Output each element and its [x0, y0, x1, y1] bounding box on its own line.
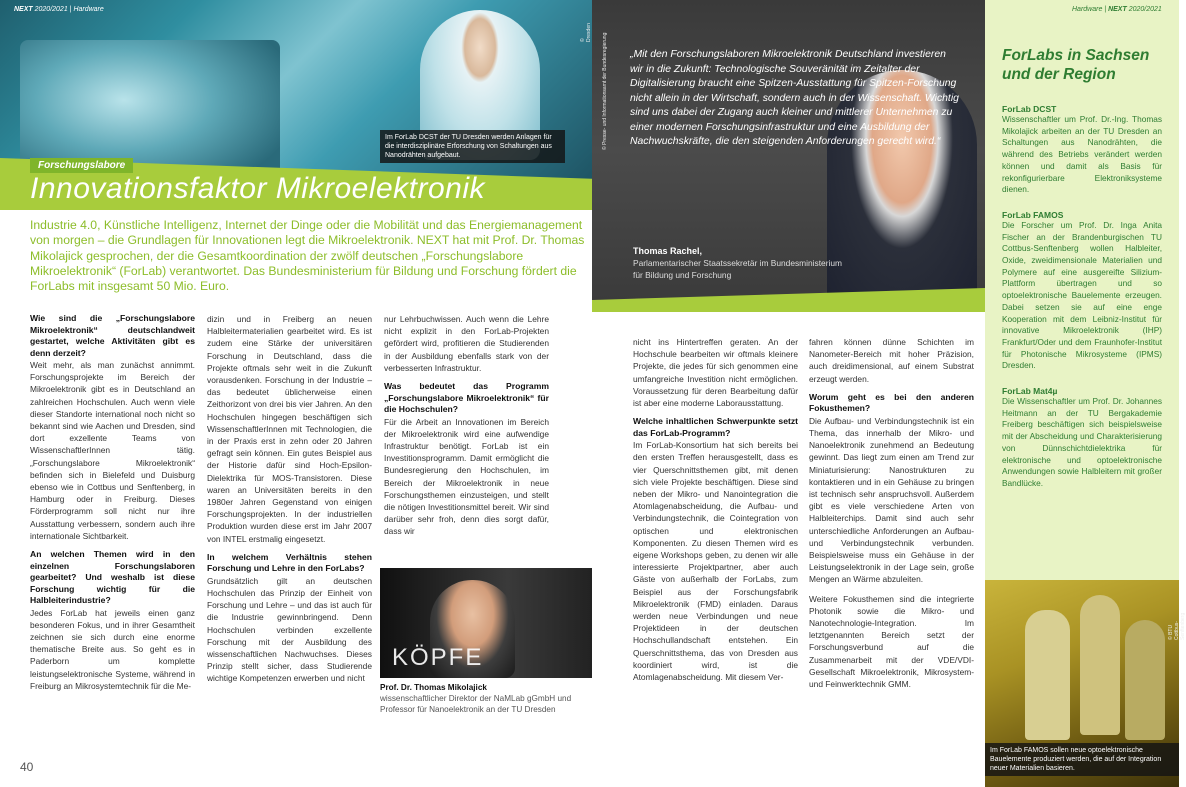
photo-credit-rachel: © Presse- und Informationsamt der Bundesregierung	[602, 32, 608, 150]
header-brand: NEXT	[14, 6, 33, 13]
question-5: Welche inhaltlichen Schwerpunkte setzt das ForLab-Programm?	[633, 416, 798, 438]
sidebar-text-famos: Die Forscher um Prof. Dr. Inga Anita Fischer an der Brandenburgischen TU Cottbus-Senftenberg wollen Halbleiter, Oxide, zweidimensionale Materialien und Polymere auf eine ausgereifte Silizium-Plattform übertragen und so optoelektronische Bauelemente erzeugen. Dabei setzen sie auf eine enge Kooperation mit dem Leibniz-Institut für innovative Mikroelektronik (IHP) Frankfurt/Oder und dem Fraunhofer-Institut für Photonische Mikrosysteme (IPMS) Dresden.	[1002, 219, 1162, 371]
sidebar	[1002, 46, 1162, 490]
portrait-name: Prof. Dr. Thomas Mikolajick	[380, 683, 487, 692]
sidebar-heading-famos: ForLab FAMOS	[1002, 209, 1064, 220]
header-section: Hardware	[73, 6, 104, 13]
answer-5: Im ForLab-Konsortium hat sich bereits bei den ersten Treffen herausgestellt, dass es vier Querschnittsthemen gibt, mit denen sich viele Projekte beschäftigen. Diese sind neben der Mikro- und Nanointegration die Atomlagenabscheidung, die Aufbau- und Verbindungstechnik, die Cointegration von optischen und elektronischen Komponenten. Zu diesen Themen wird es eigene Workshops geben, zu denen wir alle interessierte Projektpartner, aber auch Gäste von außerhalb der ForLabs, zum Beispiel aus der Forschungsfabrik Mikroelektronik (FMD) einladen. Daraus werden neue Verbindungen und neue Projektideen in der deutschen Hochschullandschaft entstehen. Ein Querschnittsthema, das von Dresden aus koordiniert wird, ist die Atomlagenabscheidung. Mit diesem Ver-	[633, 440, 798, 683]
question-1: Wie sind die „Forschungslabore Mikroelektronik“ deutschlandweit gestartet, welche Aktivitäten gibt es denn derzeit?	[30, 313, 195, 358]
header-left: NEXT 2020/2021 | Hardware	[14, 6, 104, 13]
article-lead: Industrie 4.0, Künstliche Intelligenz, Internet der Dinge oder die Mobilität und das Energiemanagement von morgen – die Grundlagen für Innovationen legt die Mikroelektronik. NEXT hat mit Prof. Dr. Thomas Mikolajick gesprochen, der die Gesamtkoordination der zwölf deutschen „Forschungslabore Mikroelektronik“ (ForLab) verantwortet. Das Bundesministerium für Bildung und Forschung fördert die ForLabs mit insgesamt 50 Mio. Euro.	[30, 218, 585, 294]
column-4	[633, 336, 798, 690]
quote-role: Parlamentarischer Staatssekretär im Bundesministerium für Bildung und Forschung	[633, 258, 842, 280]
koepfe-overlay: KÖPFE	[392, 644, 484, 671]
column-1	[30, 313, 195, 699]
question-2: An welchen Themen wird in den einzelnen Forschungslaboren gearbeitet? Und weshalb ist diese Forschung wichtig für die Halbleiterindustrie?	[30, 549, 195, 606]
sidebar-title: ForLabs in Sachsen und der Region	[1002, 47, 1150, 83]
sidebar-text-dcst: Wissenschaftler um Prof. Dr.-Ing. Thomas Mikolajick arbeiten an der TU Dresden an Schaltungen aus Nanodrähten, die während des Betriebs verändert werden können und damit als Basis für rekonfigurierbare Elektroniksysteme dienen.	[1002, 114, 1162, 195]
section-tag: Forschungslabore	[30, 158, 133, 173]
researcher-figure	[1080, 595, 1120, 735]
answer-6: Die Aufbau- und Verbindungstechnik ist ein Thema, das innerhalb der Mikro- und Nanoelektronik zunehmend an Bedeutung gewinnt. Das liegt zum einen am Trend zur Miniaturisierung: Nanostrukturen zu kontaktieren und in ein Gehäuse zu bringen ist technisch sehr anspruchsvoll. Außerdem gibt es viele verschiedene Arten von Halbleiterchips. Damit sind auch sehr unterschiedliche Anforderungen an Aufbau- und Verbindungstechnik verbunden. Beispielsweise muss ein Gehäuse in der Leistungselektronik in der Lage sein, große Mengen an Wärme abzuleiten.	[809, 415, 974, 585]
researcher-figure	[1125, 620, 1165, 740]
portrait-caption	[380, 682, 592, 715]
photo-credit-famos: © BTU Cottbus-Senftenberg	[1168, 612, 1186, 640]
photo-caption-famos: Im ForLab FAMOS sollen neue optoelektronische Bauelemente produziert werden, die auf der Integration neuer Materialien basieren.	[985, 743, 1179, 776]
column-3	[384, 313, 549, 545]
portrait-mikolajick	[380, 568, 592, 678]
page-number: 40	[20, 760, 34, 774]
question-4: Was bedeutet das Programm „Forschungslabore Mikroelektronik“ für die Hochschulen?	[384, 381, 549, 415]
header-right: Hardware | NEXT 2020/2021	[1072, 6, 1162, 13]
famos-lab-photo	[985, 580, 1186, 787]
header-year: 2020/2021	[34, 6, 68, 13]
column-5	[809, 336, 974, 697]
researcher-figure	[1025, 610, 1070, 740]
answer-3: Grundsätzlich gilt an deutschen Hochschulen das Prinzip der Einheit von Forschung und Lehre – und das ist auch für die Industrie gewinnbringend. Denn Hochschulen verbinden exzellente Forschung mit der Ausbildung des wissenschaftlichen Nachwuchses. Dieses Prinzip stellt sicher, dass Studierende wichtige Kompetenzen erwerben und nicht	[207, 575, 372, 684]
answer-4: Für die Arbeit an Innovationen im Bereich der Mikroelektronik wird eine aufwendige Infrastruktur benötigt. ForLab ist ein Investitionsprogramm. Damit ermöglicht die Bundesregierung den Hochschulen, im Bereich der Mikroelektronik in neue Forschungsthemen einzusteigen, und stellt die nötigen Investitionsmittel bereit. Wir sind darüber sehr froh, denn dies sorgt dafür, dass wir	[384, 416, 549, 537]
answer-7: Weitere Fokusthemen sind die integrierte Photonik sowie die Mikro- und Nanotechnologie-Integration. Im letztgenannten Bereich setzt der Forschungsverbund auf die Zusammenarbeit mit der VDE/VDI-Gesellschaft Mikroelektronik, Mikrosystem- und Feinwerktechnik GMM.	[809, 593, 974, 690]
quote-name: Thomas Rachel,	[633, 246, 703, 256]
photo-credit-top-left: © Dresden	[580, 23, 592, 42]
header-year: 2020/2021	[1128, 6, 1162, 13]
sidebar-text-mat4u: Die Wissenschaftler um Prof. Dr. Johannes Heitmann an der TU Bergakademie Freiberg beschäftigen sich beispielsweise mit der Abscheidung und Charakterisierung von Dünnschichtdielektrika für elektronische und optoelektronische Anwendungen sowie Halbleitern mit großer Bandlücke.	[1002, 396, 1162, 488]
sidebar-heading-mat4u: ForLab Mat4µ	[1002, 386, 1058, 397]
column-2	[207, 313, 372, 692]
answer-1: Weit mehr, als man zunächst annimmt. Forschungsprojekte im Bereich der Mikroelektronik gibt es in Deutschland an zahlreichen Hochschulen. Auch wenn viele dieser Standorte international noch nicht so bekannt sind wie Aachen und Dresden, sind dort exzellente Teams von WissenschaftlerInnen tätig. „Forschungslabore Mikroelektronik“ befinden sich in Bielefeld und Duisburg ebenso wie in Cottbus und Senftenberg, in Hamburg oder in Freiburg. Dieses Förderprogramm soll nicht nur ihre Ausstattung verbessern, sondern auch ihre internationale Sichtbarkeit.	[30, 360, 195, 541]
question-6: Worum geht es bei den anderen Fokusthemen?	[809, 391, 974, 414]
answer-cont: fahren können dünne Schichten im Nanometer-Bereich mit hoher Präzision, auch dreidimensional, auf einem Substrat erzeugt werden.	[809, 337, 974, 384]
article-title: Innovationsfaktor Mikroelektronik	[30, 172, 486, 205]
answer-cont: nur Lehrbuchwissen. Auch wenn die Lehre nicht explizit in den ForLab-Projekten gefördert wird, profitieren die Studierenden in der Ausbildung ebenfalls stark von der verbesserten Infrastruktur.	[384, 314, 549, 373]
header-brand: NEXT	[1108, 6, 1127, 13]
header-section: Hardware	[1072, 6, 1103, 13]
answer-cont: dizin und in Freiberg an neuen Halbleitermaterialien gearbeitet wird. Es ist zudem eine Stärke der universitären Forschung in Deutschland, dass die Projekte oftmals sehr weit in die Zukunft vorausdenken. Forschung in der Industrie – das bedeutet üblicherweise einen Zeithorizont von drei bis vier Jahren. An den Hochschulen hingegen beschäftigen sich WissenschaftlerInnen mit Technologien, die in der Praxis erst in zehn oder 20 Jahren gefragt sein können. Ein gutes Beispiel aus der Historie dafür sind Hoch-Epsilon-Dielektrika für MOS-Transistoren. Diese waren an Universitäten bereits in den 1980er Jahren Gegenstand von einigen Forschungsprojekten. In der industriellen Produktion wurden diese erst im Jahr 2007 von INTEL erstmalig eingesetzt.	[207, 314, 372, 544]
answer-cont: nicht ins Hintertreffen geraten. An der Hochschule bearbeiten wir oftmals kleinere Projekte, die jedes für sich genommen eine umfangreiche Investition nicht ermöglichen. Voraussetzung für deren Bearbeitung dafür ist aber eine moderne Laborausstattung.	[633, 337, 798, 409]
question-3: In welchem Verhältnis stehen Forschung und Lehre in den ForLabs?	[207, 551, 372, 574]
photo-caption-top-left: Im ForLab DCST der TU Dresden werden Anlagen für die interdisziplinäre Erforschung von Schaltungen aus Nanodrähten aufgebaut.	[380, 130, 565, 163]
answer-2: Jedes ForLab hat jeweils einen ganz besonderen Fokus, und in ihrer Gesamtheit zeichnen sie sich durch eine enorme thematische Breite aus. So geht es in Paderborn um komplette leistungselektronische Systeme, während in Freiburg an Mikrosystemtechnik für die Me-	[30, 607, 195, 691]
portrait-desc: wissenschaftlicher Direktor der NaMLab gGmbH und Professor für Nanoelektronik an der TU Dresden	[380, 694, 572, 714]
sidebar-heading-dcst: ForLab DCST	[1002, 104, 1057, 114]
quote-text: „Mit den Forschungslaboren Mikroelektronik Deutschland investieren wir in die Zukunft: Technologische Souveränität im Zeitalter der Digitalisierung braucht eine Spitzen-Ausstattung für Spitzen-Forschung nicht allein in der Wirtschaft, sondern auch in der Wissenschaft. Wichtig sind uns dabei der Zugang auch kleiner und mittlerer Unternehmen zu einer modernen Forschungsinfrastruktur und eine Ausbildung der Nachwuchskräfte, die den steigenden Anforderungen gerecht wird.“	[630, 49, 959, 147]
